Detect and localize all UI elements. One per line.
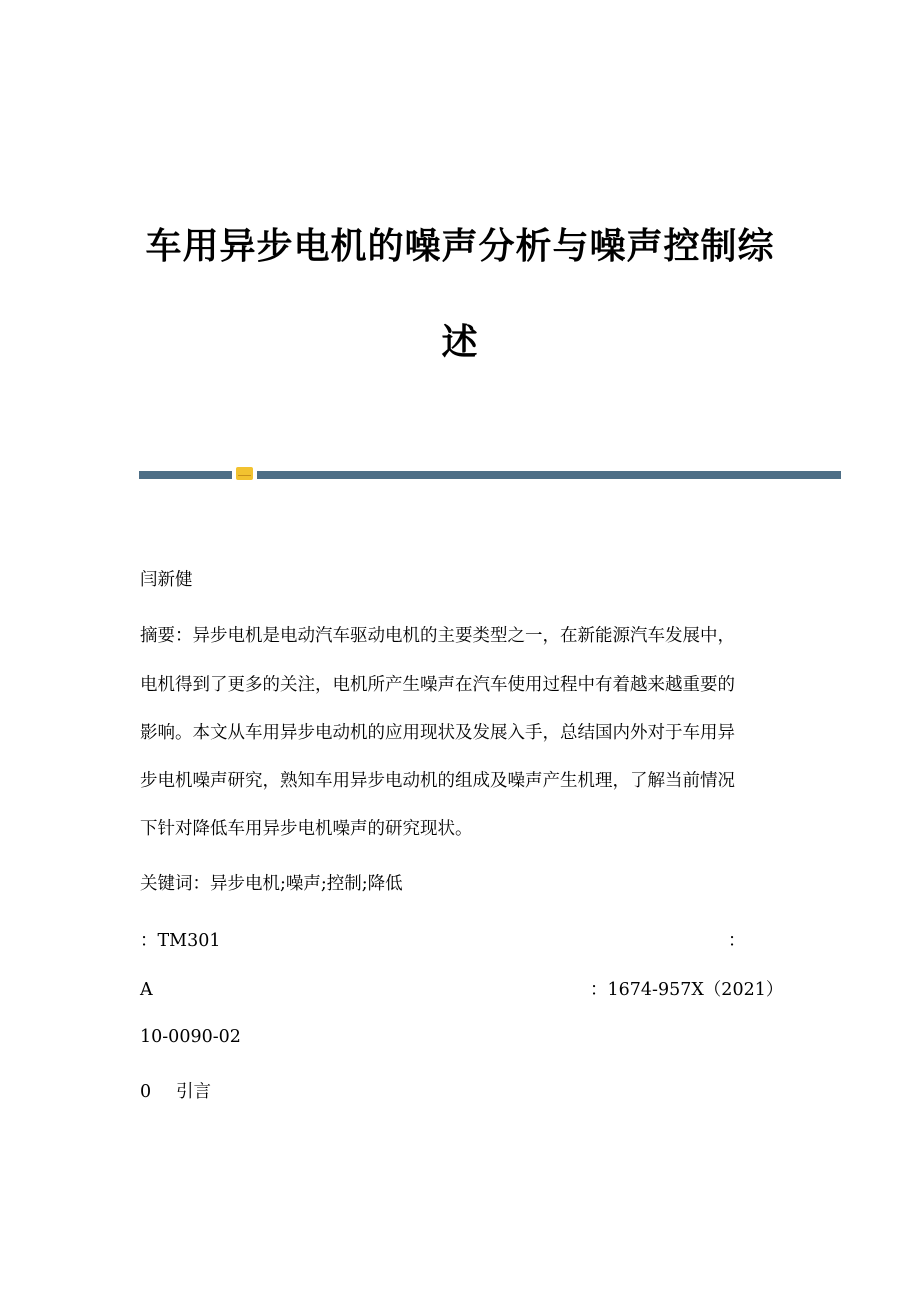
document-title-line2: 述 (441, 322, 479, 363)
section-number: 0 (140, 1082, 152, 1102)
document-code: A (140, 980, 153, 1000)
article-number: 10-0090-02 (140, 1027, 241, 1047)
abstract-line: 步电机噪声研究，熟知车用异步电动机的组成及噪声产生机理，了解当前情况 (140, 771, 735, 791)
envelope-icon (236, 467, 253, 480)
section-title: 引言 (176, 1082, 211, 1102)
divider-left (139, 471, 232, 479)
doc-code-label: ： (728, 931, 746, 951)
abstract-line: 摘要：异步电机是电动汽车驱动电机的主要类型之一，在新能源汽车发展中， (140, 626, 735, 646)
author: 闫新健 (140, 570, 193, 590)
divider-right (257, 471, 841, 479)
issn: ：1674-957X（2021） (590, 980, 784, 1000)
clc-number: ：TM301 (140, 931, 221, 951)
document-title-line1: 车用异步电机的噪声分析与噪声控制综 (145, 226, 775, 267)
abstract-line: 影响。本文从车用异步电动机的应用现状及发展入手，总结国内外对于车用异 (140, 723, 735, 743)
abstract-line: 下针对降低车用异步电机噪声的研究现状。 (140, 819, 473, 839)
keywords: 关键词：异步电机;噪声;控制;降低 (140, 874, 403, 894)
abstract-line: 电机得到了更多的关注，电机所产生噪声在汽车使用过程中有着越来越重要的 (140, 675, 735, 695)
